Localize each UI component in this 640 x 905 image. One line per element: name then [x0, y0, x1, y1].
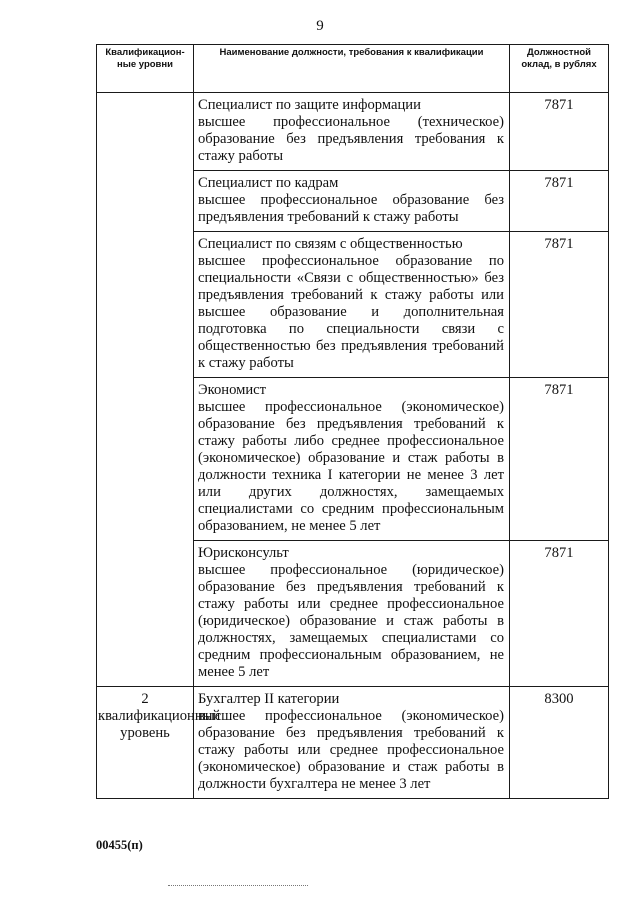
- position-requirement: высшее профессиональное (техническое) образование без предъявления требования к стажу работы: [198, 114, 504, 164]
- level-cell-1: [97, 93, 194, 687]
- header-levels: Квалификацион-ные уровни: [97, 45, 194, 93]
- table-row: [97, 687, 609, 799]
- salary-cell: 8300: [510, 687, 609, 799]
- salary-cell: 7871: [510, 232, 609, 378]
- scan-artifact-line: [168, 885, 308, 886]
- position-requirement: высшее профессиональное (юридическое) образование без предъявления требований к стажу работы или среднее профессиональное (юридическое) образование и стаж работы в должностях, замещаемых специалистами со средним профессиональным образованием, не менее 5 лет: [198, 562, 504, 680]
- header-position: Наименование должности, требования к квалификации: [194, 45, 510, 93]
- salary-cell: 7871: [510, 541, 609, 687]
- position-title: Специалист по кадрам: [198, 175, 339, 191]
- position-cell: [194, 93, 510, 171]
- position-cell: [194, 232, 510, 378]
- position-requirement: высшее профессиональное (экономическое) образование без предъявления требований к стажу работы либо среднее профессиональное (экономическое) образование и стаж работы в должности техника I категории не менее 3 лет или других должностях, замещаемых специалистами со средним профессиональным образованием, не менее 5 лет: [198, 399, 504, 534]
- position-cell: [194, 541, 510, 687]
- position-title: Юрисконсульт: [198, 545, 289, 561]
- position-title: Экономист: [198, 382, 267, 398]
- table-header-row: [97, 45, 609, 93]
- document-code: 00455(п): [96, 838, 143, 852]
- position-cell: [194, 378, 510, 541]
- salary-cell: 7871: [510, 93, 609, 171]
- position-title: Специалист по защите информации: [198, 97, 421, 113]
- header-salary: Должностной оклад, в рублях: [510, 45, 609, 93]
- salary-cell: 7871: [510, 171, 609, 232]
- position-requirement: высшее профессиональное образование без предъявления требований к стажу работы: [198, 192, 504, 225]
- table-row: [97, 93, 609, 171]
- salary-cell: 7871: [510, 378, 609, 541]
- position-requirement: высшее профессиональное (экономическое) образование без предъявления требований к стажу работы или среднее профессиональное (экономическое) образование и стаж работы в должности бухгалтера не менее 3 лет: [198, 708, 504, 792]
- position-cell: [194, 687, 510, 799]
- position-requirement: высшее профессиональное образование по специальности «Связи с общественностью» без предъявления требований к стажу работы или высшее образование и дополнительная подготовка по специальности связи с общественностью без предъявления требований к стажу работы: [198, 253, 504, 371]
- position-title: Специалист по связям с общественностью: [198, 236, 463, 252]
- position-title: Бухгалтер II категории: [198, 691, 340, 707]
- page-number: 9: [316, 18, 324, 34]
- position-cell: [194, 171, 510, 232]
- level-cell-2: 2 квалификационный уровень: [97, 687, 194, 799]
- qualification-table: [96, 44, 609, 799]
